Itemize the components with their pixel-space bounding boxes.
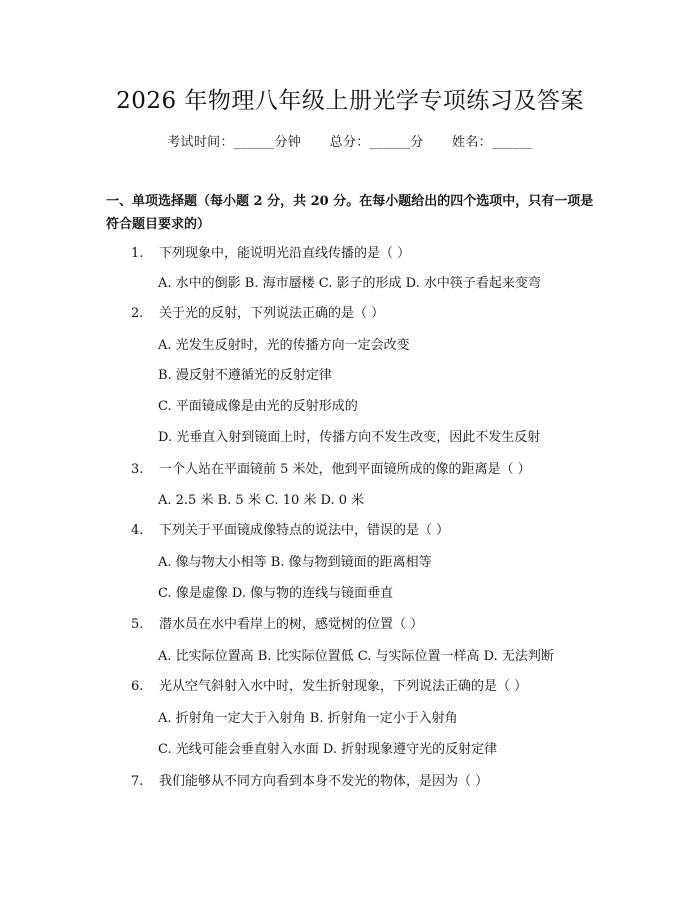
question-text: 光从空气斜射入水中时，发生折射现象，下列说法正确的是（ ） xyxy=(159,679,528,694)
question-1 xyxy=(131,245,410,263)
exam-meta xyxy=(0,131,700,150)
section-heading: 一、单项选择题（每小题 2 分，共 20 分。在每小题给出的四个选项中，只有一项是符合题目要求的） xyxy=(106,194,594,232)
document-title: 2026 年物理八年级上册光学专项练习及答案 xyxy=(116,88,584,114)
question-number: 3. xyxy=(131,462,144,477)
question-2-option-a: A. 光发生反射时，光的传播方向一定会改变 xyxy=(158,338,410,353)
exam-score: 总分：______分 xyxy=(329,135,424,150)
question-2-option-d: D. 光垂直入射到镜面上时，传播方向不发生改变，因此不发生反射 xyxy=(158,430,541,445)
question-number: 4. xyxy=(131,523,144,538)
question-text: 关于光的反射，下列说法正确的是（ ） xyxy=(159,306,385,321)
question-1-options: A. 水中的倒影 B. 海市蜃楼 C. 影子的形成 D. 水中筷子看起来变弯 xyxy=(158,276,541,291)
question-4-options-ab: A. 像与物大小相等 B. 像与物到镜面的距离相等 xyxy=(158,555,432,570)
question-number: 1. xyxy=(131,246,144,261)
exam-name: 姓名：______ xyxy=(452,135,533,150)
question-5-options: A. 比实际位置高 B. 比实际位置低 C. 与实际位置一样高 D. 无法判断 xyxy=(158,649,554,664)
question-number: 6. xyxy=(131,679,144,694)
exam-time: 考试时间：______分钟 xyxy=(167,135,302,150)
question-2 xyxy=(131,305,384,323)
question-3-options: A. 2.5 米 B. 5 米 C. 10 米 D. 0 米 xyxy=(158,493,365,508)
question-2-option-b: B. 漫反射不遵循光的反射定律 xyxy=(158,368,332,383)
question-text: 潜水员在水中看岸上的树，感觉树的位置（ ） xyxy=(159,617,424,632)
question-text: 一个人站在平面镜前 5 米处，他到平面镜所成的像的距离是（ ） xyxy=(159,462,531,477)
question-4-options-cd: C. 像是虚像 D. 像与物的连线与镜面垂直 xyxy=(158,586,394,601)
question-text: 下列现象中，能说明光沿直线传播的是（ ） xyxy=(159,246,411,261)
question-text: 下列关于平面镜成像特点的说法中，错误的是（ ） xyxy=(159,523,450,538)
question-6-options-cd: C. 光线可能会垂直射入水面 D. 折射现象遵守光的反射定律 xyxy=(158,742,498,757)
question-5 xyxy=(131,616,423,634)
question-2-option-c: C. 平面镜成像是由光的反射形成的 xyxy=(158,399,358,414)
question-7 xyxy=(131,773,488,791)
question-6-options-ab: A. 折射角一定大于入射角 B. 折射角一定小于入射角 xyxy=(158,711,458,726)
question-number: 2. xyxy=(131,306,144,321)
question-number: 7. xyxy=(131,774,144,789)
question-text: 我们能够从不同方向看到本身不发光的物体，是因为（ ） xyxy=(159,774,489,789)
question-number: 5. xyxy=(131,617,144,632)
question-6 xyxy=(131,678,527,696)
question-4 xyxy=(131,522,449,540)
question-3 xyxy=(131,461,531,479)
